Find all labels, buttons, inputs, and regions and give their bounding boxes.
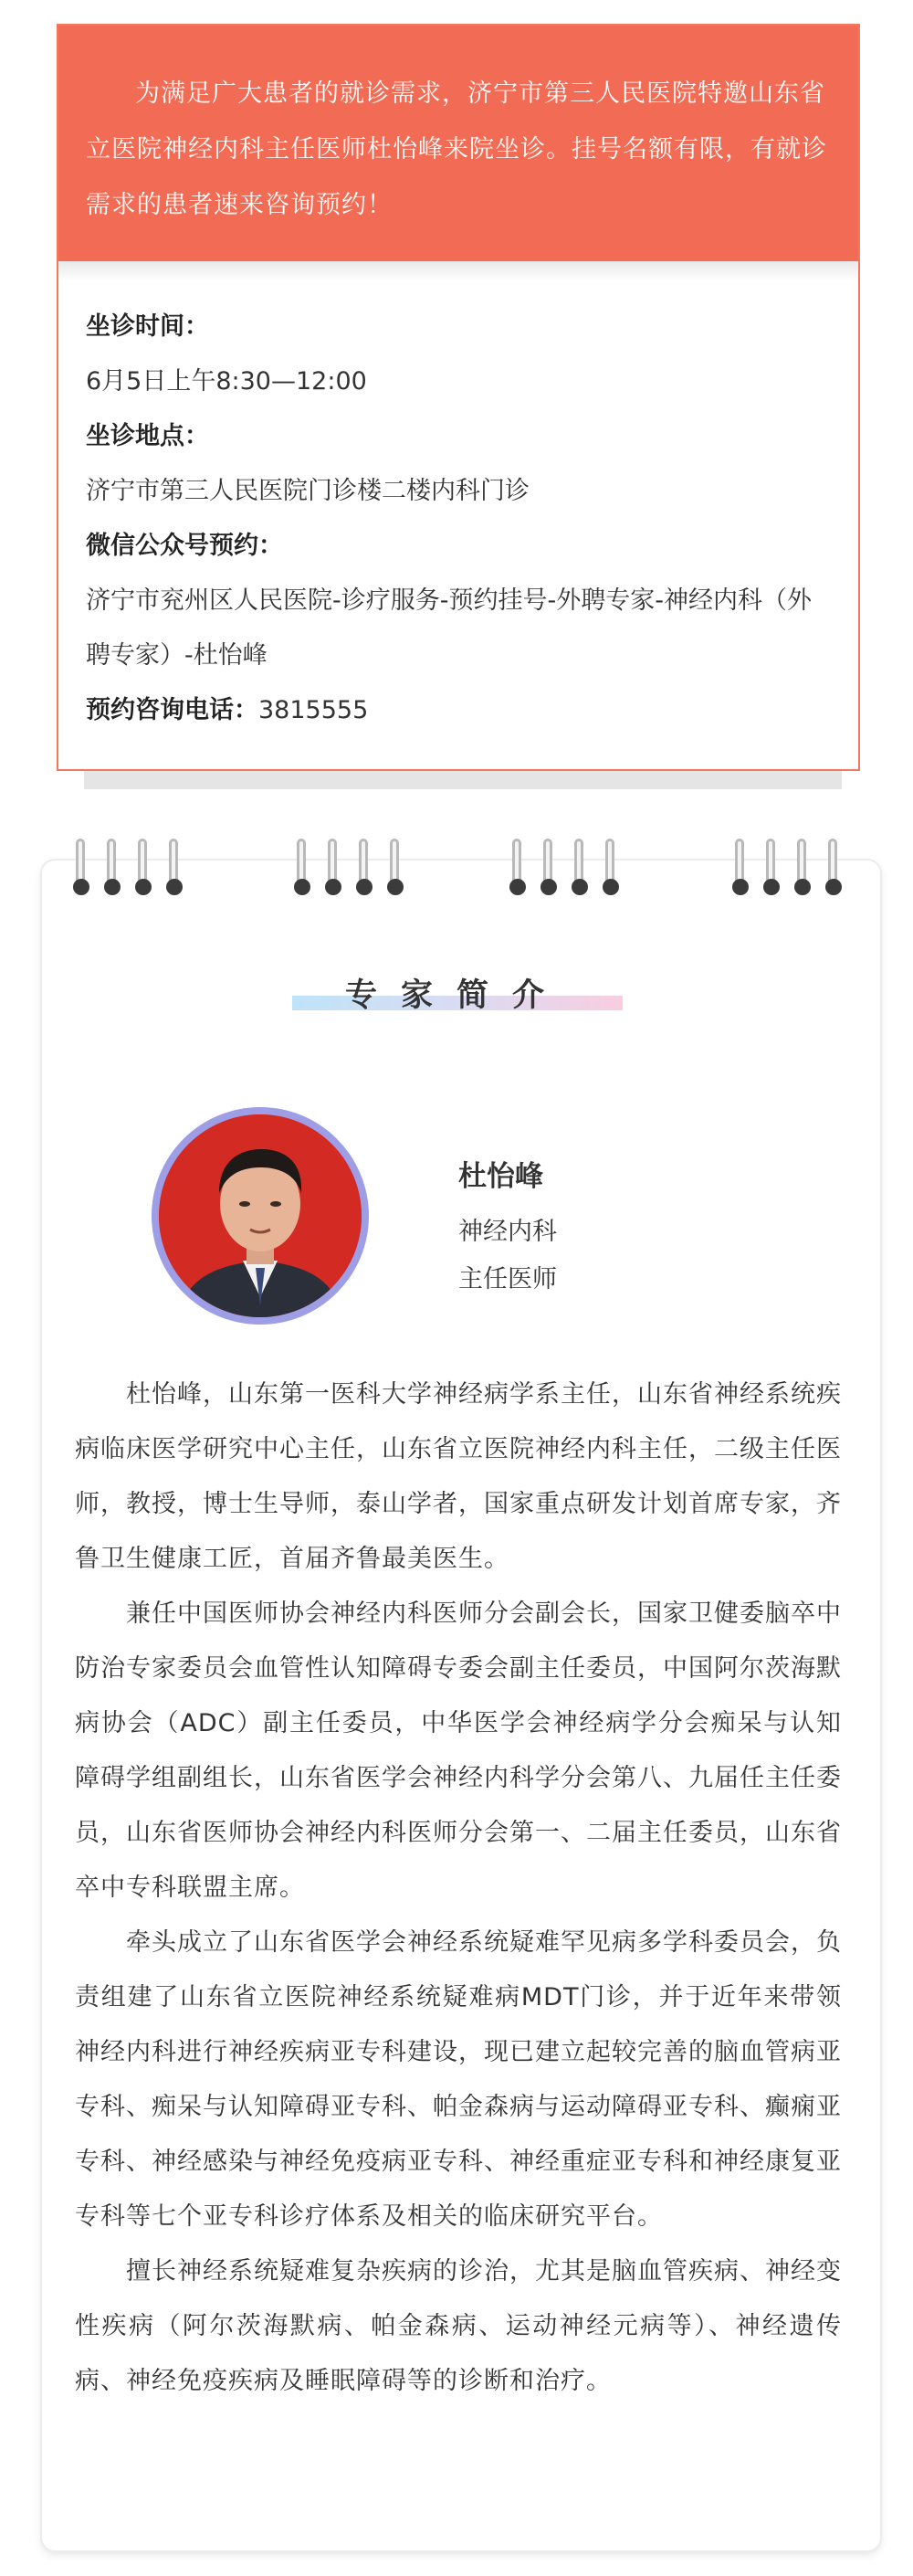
appointment-info bbox=[86, 300, 834, 738]
doctor-biography bbox=[75, 1367, 842, 2409]
bio-paragraph: 兼任中国医师协会神经内科医师分会副会长，国家卫健委脑卒中防治专家委员会血管性认知障碍专委会副主任委员，中国阿尔茨海默病协会（ADC）副主任委员，中华医学会神经病学分会痴呆与认知障碍学组副组长，山东省医学会神经内科学分会第八、九届任主任委员，山东省医师协会神经内科医师分会第一、二届主任委员，山东省卒中专科联盟主席。 bbox=[75, 1599, 842, 1902]
bio-paragraph: 杜怡峰，山东第一医科大学神经病学系主任，山东省神经系统疾病临床医学研究中心主任，山东省立医院神经内科主任，二级主任医师，教授，博士生导师，泰山学者，国家重点研发计划首席专家，齐鲁卫生健康工匠，首届齐鲁最美医生。 bbox=[75, 1380, 842, 1573]
binder-ring-icon bbox=[572, 839, 586, 901]
intro-banner: 为满足广大患者的就诊需求，济宁市第三人民医院特邀山东省立医院神经内科主任医师杜怡峰来院坐诊。挂号名额有限，有就诊需求的患者速来咨询预约！ bbox=[58, 26, 858, 261]
binder-ring-icon bbox=[135, 839, 150, 901]
binder-ring-icon bbox=[104, 839, 119, 901]
card-shadow bbox=[84, 769, 842, 789]
appointment-card bbox=[57, 24, 860, 771]
binder-ring-icon bbox=[763, 839, 778, 901]
binder-ring-icon bbox=[794, 839, 809, 901]
wechat-value: 济宁市兖州区人民医院-诊疗服务-预约挂号-外聘专家-神经内科（外聘专家）-杜怡峰 bbox=[86, 586, 812, 670]
place-value: 济宁市第三人民医院门诊楼二楼内科门诊 bbox=[86, 477, 530, 505]
binder-ring-icon bbox=[73, 839, 88, 901]
doctor-department: 神经内科 bbox=[458, 1218, 557, 1246]
binder-ring-icon bbox=[166, 839, 181, 901]
binder-ring-icon bbox=[356, 839, 371, 901]
binder-ring-icon bbox=[540, 839, 555, 901]
doctor-title: 主任医师 bbox=[458, 1265, 557, 1293]
binder-ring-icon bbox=[603, 839, 617, 901]
time-value: 6月5日上午8:30—12:00 bbox=[86, 367, 367, 396]
place-label: 坐诊地点： bbox=[86, 422, 209, 450]
phone-row bbox=[86, 683, 834, 738]
phone-label: 预约咨询电话： bbox=[86, 696, 258, 724]
binder-ring-icon bbox=[732, 839, 747, 901]
bio-paragraph: 擅长神经系统疑难复杂疾病的诊治，尤其是脑血管疾病、神经变性疾病（阿尔茨海默病、帕金森病、运动神经元病等）、神经遗传病、神经免疫疾病及睡眠障碍等的诊断和治疗。 bbox=[75, 2257, 842, 2395]
binder-ring-icon bbox=[387, 839, 402, 901]
wechat-label: 微信公众号预约： bbox=[86, 532, 283, 560]
phone-value[interactable]: 3815555 bbox=[258, 696, 369, 724]
time-label: 坐诊时间： bbox=[86, 312, 209, 341]
section-title: 专家简介 bbox=[344, 977, 568, 1014]
binder-ring-icon bbox=[509, 839, 524, 901]
doctor-name: 杜怡峰 bbox=[458, 1160, 543, 1193]
binder-ring-icon bbox=[325, 839, 340, 901]
avatar bbox=[159, 1114, 362, 1317]
binder-ring-icon bbox=[294, 839, 309, 901]
banner-shadow bbox=[58, 261, 858, 281]
bio-paragraph: 牵头成立了山东省医学会神经系统疑难罕见病多学科委员会，负责组建了山东省立医院神经系统疑难病MDT门诊，并于近年来带领神经内科进行神经疾病亚专科建设，现已建立起较完善的脑血管病亚专科、痴呆与认知障碍亚专科、帕金森病与运动障碍亚专科、癫痫亚专科、神经感染与神经免疫病亚专科、神经重症亚专科和神经康复亚专科等七个亚专科诊疗体系及相关的临床研究平台。 bbox=[75, 1928, 842, 2231]
doctor-portrait-icon bbox=[159, 1114, 362, 1317]
binder-ring-icon bbox=[825, 839, 840, 901]
